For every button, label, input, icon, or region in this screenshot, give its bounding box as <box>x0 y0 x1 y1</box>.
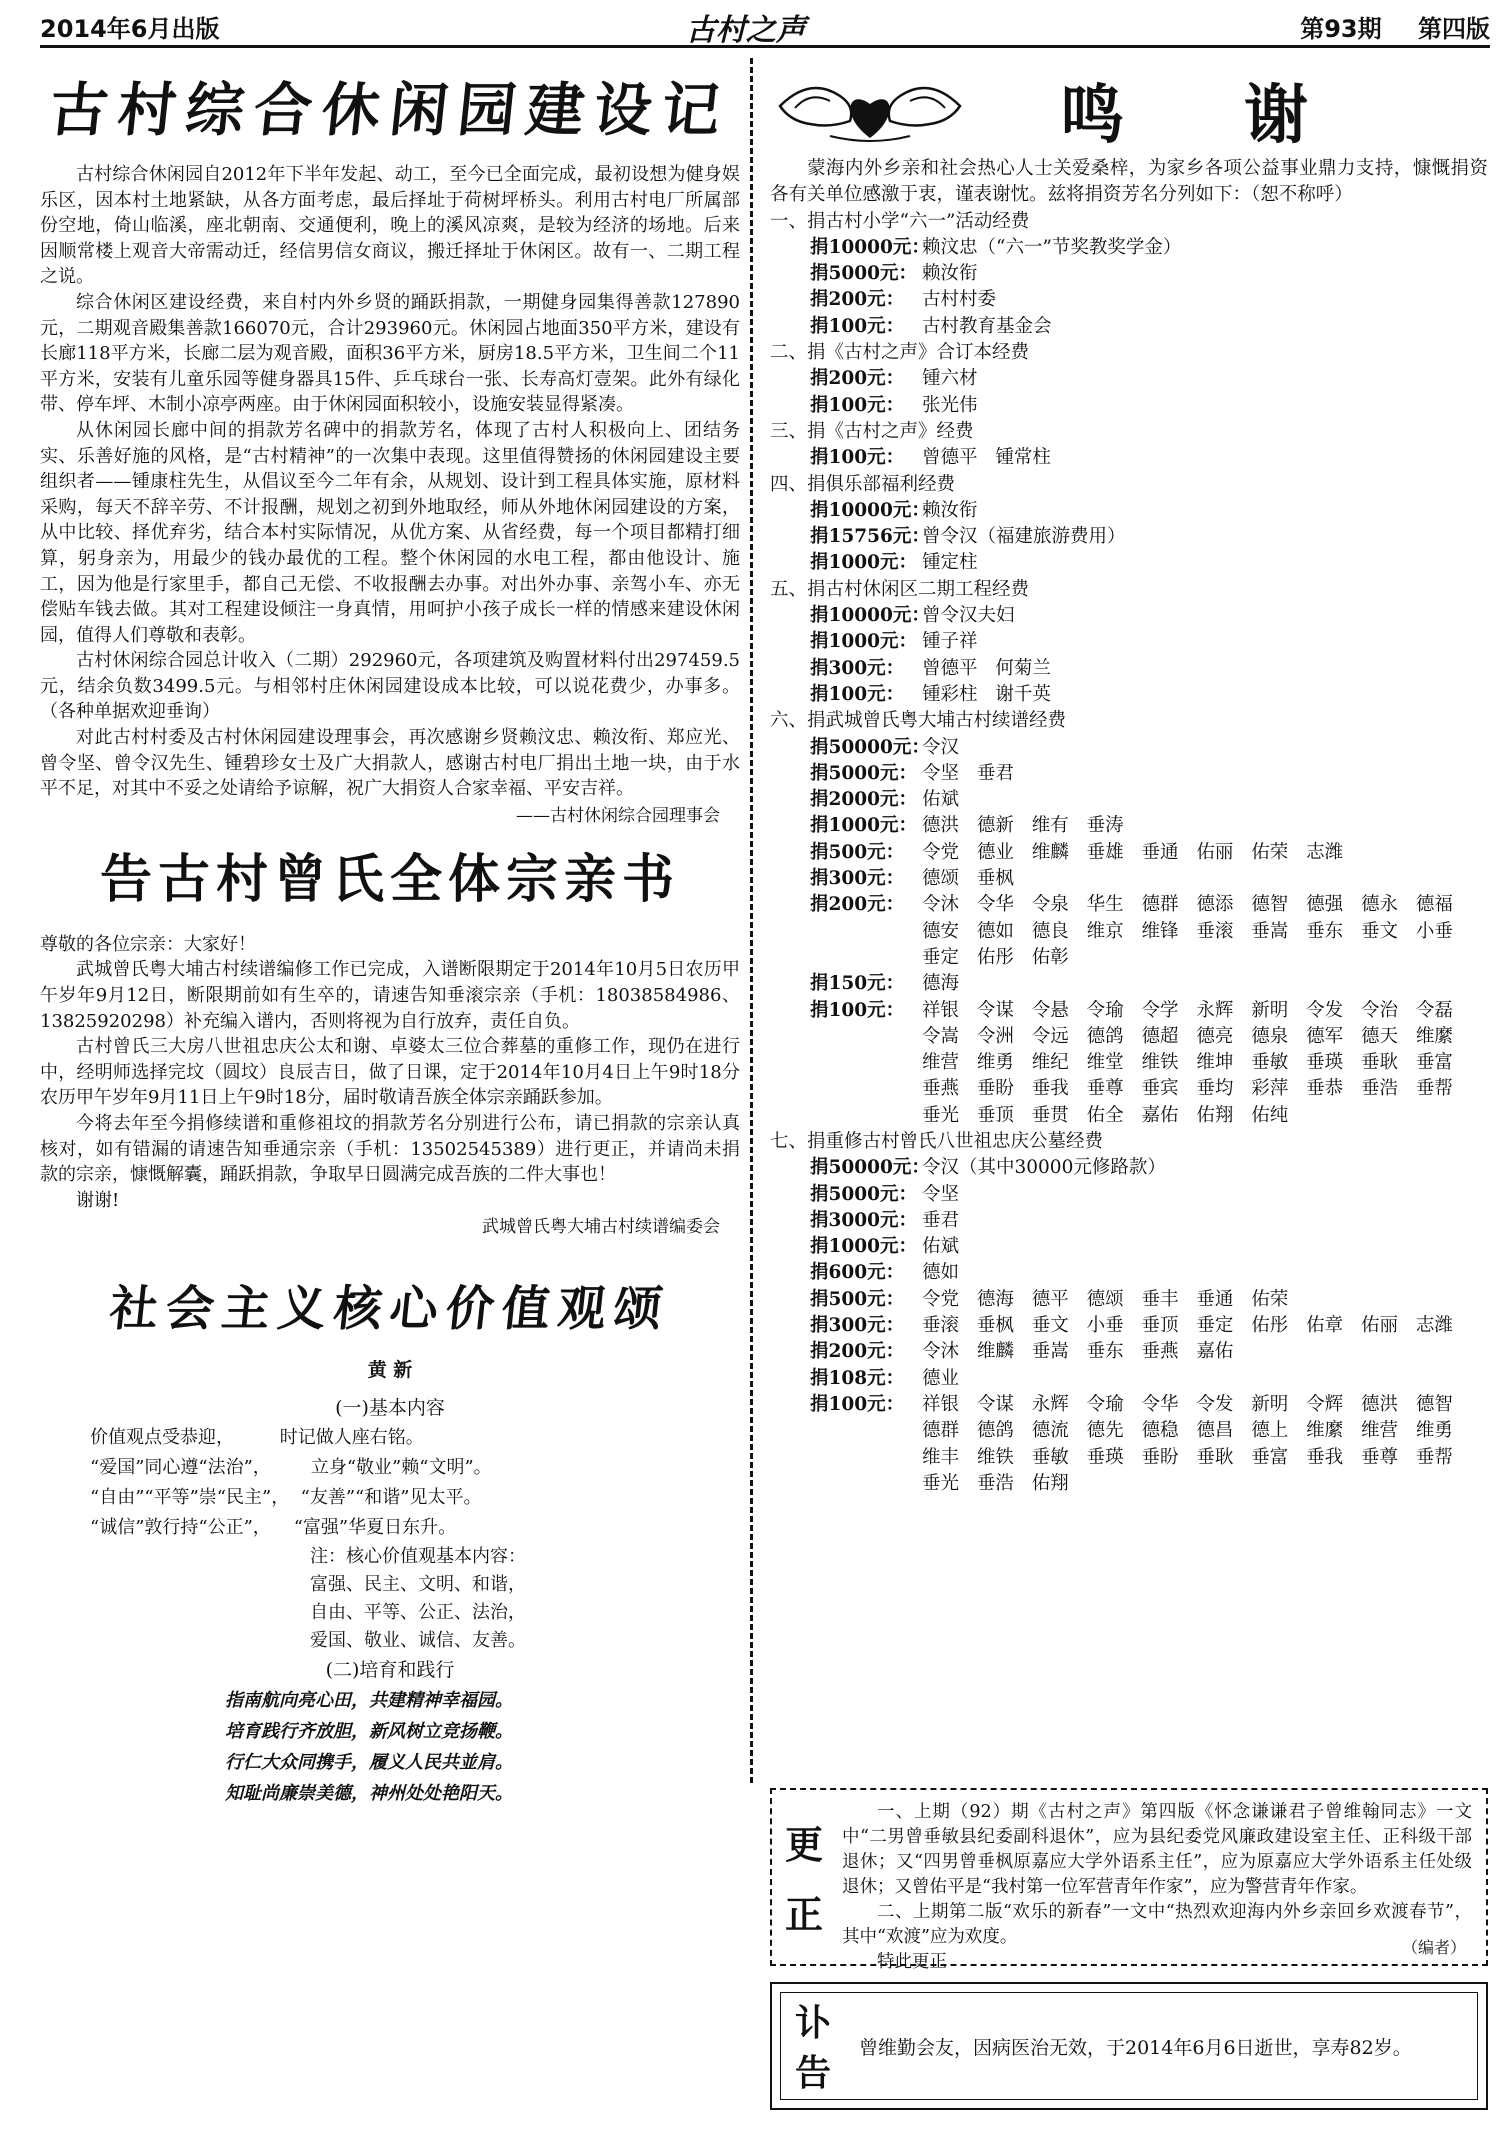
errata-signature: （编者） <box>1401 1938 1466 1957</box>
donor-section-title: 四、捐俱乐部福利经费 <box>770 473 956 495</box>
page-header <box>40 8 1490 48</box>
donor-amount: 捐100元： <box>810 315 905 337</box>
donor-row <box>770 550 1488 576</box>
donor-names: 祥银 令谋 永辉 令瑜 令华 令发 新明 令辉 德洪 德智 德群 德鸽 德流 德先 德稳 德昌 德上 维縻 维营 维勇 维丰 维铁 垂敏 垂瑛 垂盼 垂耿 垂富 垂我 垂尊 垂帮 垂光 垂浩 佑翔 <box>922 1393 1453 1494</box>
donor-names: 令党 德海 德平 德颂 垂丰 垂通 佑荣 <box>922 1288 1289 1310</box>
donor-names: 德如 <box>922 1262 960 1284</box>
donor-names: 垂滚 垂枫 垂文 小垂 垂顶 垂定 佑彤 佑章 佑丽 志潍 <box>922 1315 1453 1337</box>
article2-signature: 武城曾氏粤大埔古村续谱编委会 <box>482 1217 720 1238</box>
donor-amount: 捐50000元： <box>810 736 930 758</box>
publish-date: 2014年6月出版 <box>40 15 220 43</box>
donor-amount: 捐108元： <box>810 1367 905 1389</box>
article2-paragraph: 武城曾氏粤大埔古村续谱编修工作已完成，入谱断限期定于2014年10月5日农历甲午岁年9月12日，断限期前如有生卒的，请速告知垂滚宗亲（手机：18038584986、13825920298）补充编入谱内，否则将视为自行放弃，责任自负。 <box>40 959 740 1032</box>
donor-amount: 捐5000元： <box>810 1183 917 1205</box>
donor-names: 锺六材 <box>922 368 978 390</box>
donor-row <box>770 840 1488 866</box>
errata-box <box>770 1788 1488 1972</box>
donor-row <box>770 1392 1488 1497</box>
donor-row <box>770 1182 1488 1208</box>
donor-amount: 捐5000元： <box>810 263 917 285</box>
poem-note: 注：核心价值观基本内容： <box>310 1546 526 1568</box>
donor-amount: 捐300元： <box>810 1315 905 1337</box>
donor-names: 赖汝衔 <box>922 263 978 285</box>
donor-row <box>770 761 1488 787</box>
donor-row <box>770 682 1488 708</box>
article1-paragraph: 从休闲园长廊中间的捐款芳名碑中的捐款芳名，体现了古村人积极向上、团结务实、乐善好施的风格，是“古村精神”的一次集中表现。这里值得赞扬的休闲园建设主要组织者——锺康柱先生，从倡议至今二年有余，从规划、设计到工程具体实施，原材料采购，每天不辞辛劳、不计报酬，规划之初到外地取经，师从外地休闲园建设的方案，从中比较、择优弃劣，结合本村实际情况，从优方案、从省经费，每一个项目都精打细算，躬身亲为，用最少的钱办最优的工程。整个休闲园的水电工程，都由他设计、施工，因为他是行家里手，都自己无偿、不收报酬去办事。对出外办事、亲驾小车、亦无偿贴车钱去做。其对工程建设倾注一身真情，用呵护小孩子成长一样的情感来建设休闲园，值得人们尊敬和表彰。 <box>40 419 740 646</box>
thanks-title: 鸣谢 <box>1060 79 1428 153</box>
donor-row <box>770 1260 1488 1286</box>
donor-row <box>770 1208 1488 1234</box>
donor-amount: 捐5000元： <box>810 762 917 784</box>
donor-names: 令坚 垂君 <box>922 762 1014 784</box>
donor-amount: 捐500元： <box>810 1288 905 1310</box>
donor-amount: 捐50000元： <box>810 1157 930 1179</box>
donor-row <box>770 261 1488 287</box>
article2-body <box>40 932 740 1214</box>
obituary-label-char: 讣 <box>794 2003 831 2044</box>
donor-row <box>770 866 1488 892</box>
obituary-inner-frame <box>780 1992 1478 2100</box>
donor-amount: 捐1000元： <box>810 631 917 653</box>
donor-amount: 捐10000元： <box>810 236 930 258</box>
donor-amount: 捐100元： <box>810 1393 905 1415</box>
obituary-box <box>770 1982 1488 2110</box>
donor-amount: 捐300元： <box>810 657 905 679</box>
errata-label-char: 正 <box>784 1893 823 1937</box>
thanks-header <box>770 64 1488 156</box>
poem-line: “自由”“平等”崇“民主”， “友善”“和谐”见太平。 <box>90 1487 482 1509</box>
thanks-intro: 蒙海内外乡亲和社会热心人士关爱桑梓，为家乡各项公益事业鼎力支持，慷慨捐资各有关单位感激于衷，谨表谢忱。兹将捐资芳名分列如下：（恕不称呼） <box>770 158 1488 206</box>
page-number: 第四版 <box>1417 15 1490 43</box>
donor-row <box>770 892 1488 971</box>
donor-names: 令汉（其中30000元修路款） <box>922 1157 1166 1179</box>
article1-paragraph: 古村休闲综合园总计收入（二期）292960元，各项建筑及购置材料付出297459.5元，结余负数3499.5元。与相邻村庄休闲园建设成本比较，可以说花费少，办事多。（各种单据欢迎垂询） <box>40 650 740 723</box>
donor-names: 古村教育基金会 <box>922 315 1052 337</box>
donor-names: 祥银 令谋 令悬 令瑜 令学 永辉 新明 令发 令治 令磊 令嵩 令洲 令远 德鸽 德超 德亮 德泉 德军 德天 维縻 维营 维勇 维纪 维堂 维铁 维坤 垂敏 垂瑛 垂耿 垂富 垂燕 垂盼 垂我 垂尊 垂宾 垂均 彩萍 垂恭 垂浩 垂帮 垂光 垂顶 垂贯 佑全 嘉佑 佑翔 佑纯 <box>922 999 1453 1126</box>
donor-names: 令党 德业 维麟 垂雄 垂通 佑丽 佑荣 志潍 <box>922 841 1344 863</box>
donor-amount: 捐100元： <box>810 447 905 469</box>
donor-names: 德颂 垂枫 <box>922 868 1014 890</box>
donor-names: 垂君 <box>922 1209 960 1231</box>
donor-row <box>770 1234 1488 1260</box>
donor-names: 令坚 <box>922 1183 960 1205</box>
article2-greeting: 尊敬的各位宗亲：大家好！ <box>40 933 256 955</box>
errata-label-char: 更 <box>784 1823 823 1867</box>
donor-names: 锺定柱 <box>922 552 978 574</box>
newspaper-title: 古村之声 <box>685 12 806 48</box>
article2-paragraph: 古村曾氏三大房八世祖忠庆公太和谢、卓婆太三位合葬墓的重修工作，现仍在进行中，经明师选择完坟（圆坟）良辰吉日，做了日课，定于2014年10月4日上午9时18分农历甲午岁年9月11日上午9时18分，届时敬请吾族全体宗亲踊跃参加。 <box>40 1036 740 1109</box>
donor-row <box>770 1155 1488 1181</box>
poem-line: 培育践行齐放胆，新风树立竞扬鞭。 <box>225 1721 513 1743</box>
donor-names: 曾德平 锺常柱 <box>922 447 1051 469</box>
poem-subtitle-1: (一)基本内容 <box>335 1397 445 1420</box>
donor-names: 古村村委 <box>922 289 997 311</box>
article1-signature: ——古村休闲综合园理事会 <box>516 805 720 826</box>
left-column <box>40 64 740 1809</box>
donor-row <box>770 287 1488 313</box>
issue-number: 第93期 <box>1300 15 1382 43</box>
donor-list <box>770 156 1488 1497</box>
poem-note: 爱国、敬业、诚信、友善。 <box>310 1630 526 1652</box>
donor-names: 令沐 维麟 垂嵩 垂东 垂燕 嘉佑 <box>922 1341 1234 1363</box>
donor-section-title: 三、捐《古村之声》经费 <box>770 420 974 442</box>
donor-amount: 捐3000元： <box>810 1209 917 1231</box>
donor-row <box>770 1313 1488 1339</box>
column-divider <box>750 58 753 1783</box>
donor-names: 德业 <box>922 1367 960 1389</box>
donor-section-title: 六、捐武城曾氏粤大埔古村续谱经费 <box>770 710 1067 732</box>
article2-thanks: 谢谢! <box>76 1189 120 1211</box>
poem-line: 知耻尚廉崇美德，神州处处艳阳天。 <box>225 1783 513 1805</box>
donor-amount: 捐150元： <box>810 973 905 995</box>
errata-paragraph: 二、上期第二版“欢乐的新春”一文中“热烈欢迎海内外乡亲回乡欢渡春节”，其中“欢渡”应为欢度。 <box>842 1902 1472 1947</box>
donor-row <box>770 787 1488 813</box>
donor-names: 锺彩柱 谢千英 <box>922 683 1051 705</box>
donor-amount: 捐500元： <box>810 841 905 863</box>
donor-section-title: 二、捐《古村之声》合订本经费 <box>770 342 1030 364</box>
doves-heart-icon <box>770 66 970 154</box>
donor-amount: 捐100元： <box>810 394 905 416</box>
donor-names: 张光伟 <box>922 394 978 416</box>
donor-names: 锺子祥 <box>922 631 978 653</box>
obituary-label-char: 告 <box>794 2053 831 2094</box>
donor-row <box>770 366 1488 392</box>
donor-row <box>770 813 1488 839</box>
donor-amount: 捐1000元： <box>810 552 917 574</box>
errata-paragraph: 特此更正 <box>877 1952 947 1972</box>
donor-amount: 捐300元： <box>810 868 905 890</box>
donor-amount: 捐600元： <box>810 1262 905 1284</box>
poem-line: 价值观点受恭迎， 时记做人座右铭。 <box>90 1427 424 1449</box>
obituary-text: 曾维勤会友，因病医治无效，于2014年6月6日逝世，享寿82岁。 <box>859 2037 1412 2059</box>
article2-title: 告古村曾氏全体宗亲书 <box>99 849 680 910</box>
donor-amount: 捐100元： <box>810 999 905 1021</box>
errata-body <box>842 1800 1472 1975</box>
donor-row <box>770 445 1488 471</box>
donor-row <box>770 656 1488 682</box>
donor-row <box>770 1339 1488 1365</box>
poem-note: 富强、民主、文明、和谐， <box>310 1574 526 1596</box>
issue-info <box>1272 9 1490 44</box>
donor-names: 佑斌 <box>922 789 960 811</box>
donor-amount: 捐1000元： <box>810 815 917 837</box>
donor-row <box>770 524 1488 550</box>
donor-names: 令沐 令华 令泉 华生 德群 德添 德智 德强 德永 德福 德安 德如 德良 维京 维锋 垂滚 垂嵩 垂东 垂文 小垂 垂定 佑彤 佑彰 <box>922 894 1453 968</box>
donor-names: 赖汝衔 <box>922 499 978 521</box>
donor-row <box>770 235 1488 261</box>
donor-row <box>770 1366 1488 1392</box>
donor-names: 令汉 <box>922 736 960 758</box>
donor-names: 德海 <box>922 973 960 995</box>
donor-section-title: 一、捐古村小学“六一”活动经费 <box>770 210 1030 232</box>
donor-names: 赖汶忠（“六一”节奖教奖学金） <box>922 236 1182 258</box>
obituary-label <box>791 1999 835 2099</box>
errata-paragraph: 一、上期（92）期《古村之声》第四版《怀念谦谦君子曾维翰同志》一文中“二男曾垂敏县纪委副科退休”，应为县纪委党风廉政建设室主任、正科级干部退休；又“四男曾垂枫原嘉应大学外语系主任”，应为原嘉应大学外语系主任处级退休；又曾佑平是“我村第一位军营青年作家”，应为警营青年作家。 <box>842 1802 1472 1897</box>
donor-names: 曾令汉（福建旅游费用） <box>922 526 1126 548</box>
donor-names: 德洪 德新 维有 垂涛 <box>922 815 1124 837</box>
donor-section-title: 七、捐重修古村曾氏八世祖忠庆公墓经费 <box>770 1130 1104 1152</box>
donor-row <box>770 603 1488 629</box>
article1-body <box>40 162 740 802</box>
article1-title: 古村综合休闲园建设记 <box>46 76 734 144</box>
donor-amount: 捐10000元： <box>810 605 930 627</box>
donor-row <box>770 498 1488 524</box>
donor-amount: 捐15756元： <box>810 526 930 548</box>
article1-paragraph: 古村综合休闲园自2012年下半年发起、动工，至今已全面完成，最初设想为健身娱乐区，因本村土地紧缺，从各方面考虑，最后择址于荷树坪桥头。利用古村电厂所属部份空地，倚山临溪，座北朝南、交通便利，晚上的溪风凉爽，是较为经济的场地。后来因顺常楼上观音大帝需动迁，经信男信女商议，搬迁择址于休闲区。故有一、二期工程之说。 <box>40 164 740 288</box>
right-column <box>770 64 1488 1497</box>
donor-row <box>770 998 1488 1129</box>
poem-line: “爱国”同心遵“法治”， 立身“敬业”赖“文明”。 <box>90 1457 492 1479</box>
donor-row <box>770 314 1488 340</box>
donor-amount: 捐100元： <box>810 683 905 705</box>
poem-line: 指南航向亮心田，共建精神幸福园。 <box>225 1690 513 1712</box>
poem-line: 行仁大众同携手，履义人民共並肩。 <box>225 1752 513 1774</box>
donor-row <box>770 393 1488 419</box>
donor-amount: 捐200元： <box>810 1341 905 1363</box>
donor-section-title: 五、捐古村休闲区二期工程经费 <box>770 578 1030 600</box>
donor-names: 曾德平 何菊兰 <box>922 657 1051 679</box>
poem-title: 社会主义核心价值观颂 <box>107 1281 673 1338</box>
poem-line: “诚信”敦行持“公正”， “富强”华夏日东升。 <box>90 1517 457 1539</box>
errata-label <box>784 1810 824 1950</box>
donor-row <box>770 629 1488 655</box>
article1-paragraph: 对此古村村委及古村休闲园建设理事会，再次感谢乡贤赖汶忠、赖汝衔、郑应光、曾令坚、曾令汉先生、锺碧珍女士及广大捐款人，感谢古村电厂捐出土地一块，由于水平不足，对其中不妥之处请给予谅解，祝广大捐资人合家幸福、平安吉祥。 <box>40 727 740 800</box>
donor-row <box>770 971 1488 997</box>
donor-amount: 捐200元： <box>810 894 905 916</box>
donor-amount: 捐200元： <box>810 368 905 390</box>
donor-amount: 捐10000元： <box>810 499 930 521</box>
poem-author: 黄 新 <box>367 1359 413 1382</box>
donor-amount: 捐2000元： <box>810 789 917 811</box>
article2-paragraph: 今将去年至今捐修续谱和重修祖坟的捐款芳名分别进行公布，请已捐款的宗亲认真核对，如有错漏的请速告知垂通宗亲（手机：13502545389）进行更正，并请尚未捐款的宗亲，慷慨解囊，踊跃捐款，争取早日圆满完成吾族的二件大事也！ <box>40 1113 740 1186</box>
donor-row <box>770 1287 1488 1313</box>
donor-amount: 捐1000元： <box>810 1236 917 1258</box>
article1-paragraph: 综合休闲区建设经费，来自村内外乡贤的踊跃捐款，一期健身园集得善款127890元，二期观音殿集善款166070元，合计293960元。休闲园占地面350平方米，建设有长廊118平方米，长廊二层为观音殿，面积36平方米，厨房18.5平方米，卫生间二个11平方米，安装有儿童乐园等健身器具15件、乒乓球台一张、长寿高灯壹架。此外有绿化带、停车坪、木制小凉亭两座。由于休闲园面积较小，设施安装显得紧凑。 <box>40 291 740 416</box>
donor-row <box>770 735 1488 761</box>
donor-names: 佑斌 <box>922 1236 960 1258</box>
poem-subtitle-2: (二)培育和践行 <box>325 1659 455 1682</box>
donor-names: 曾令汉夫妇 <box>922 605 1015 627</box>
poem-note: 自由、平等、公正、法治， <box>310 1602 526 1624</box>
donor-amount: 捐200元： <box>810 289 905 311</box>
